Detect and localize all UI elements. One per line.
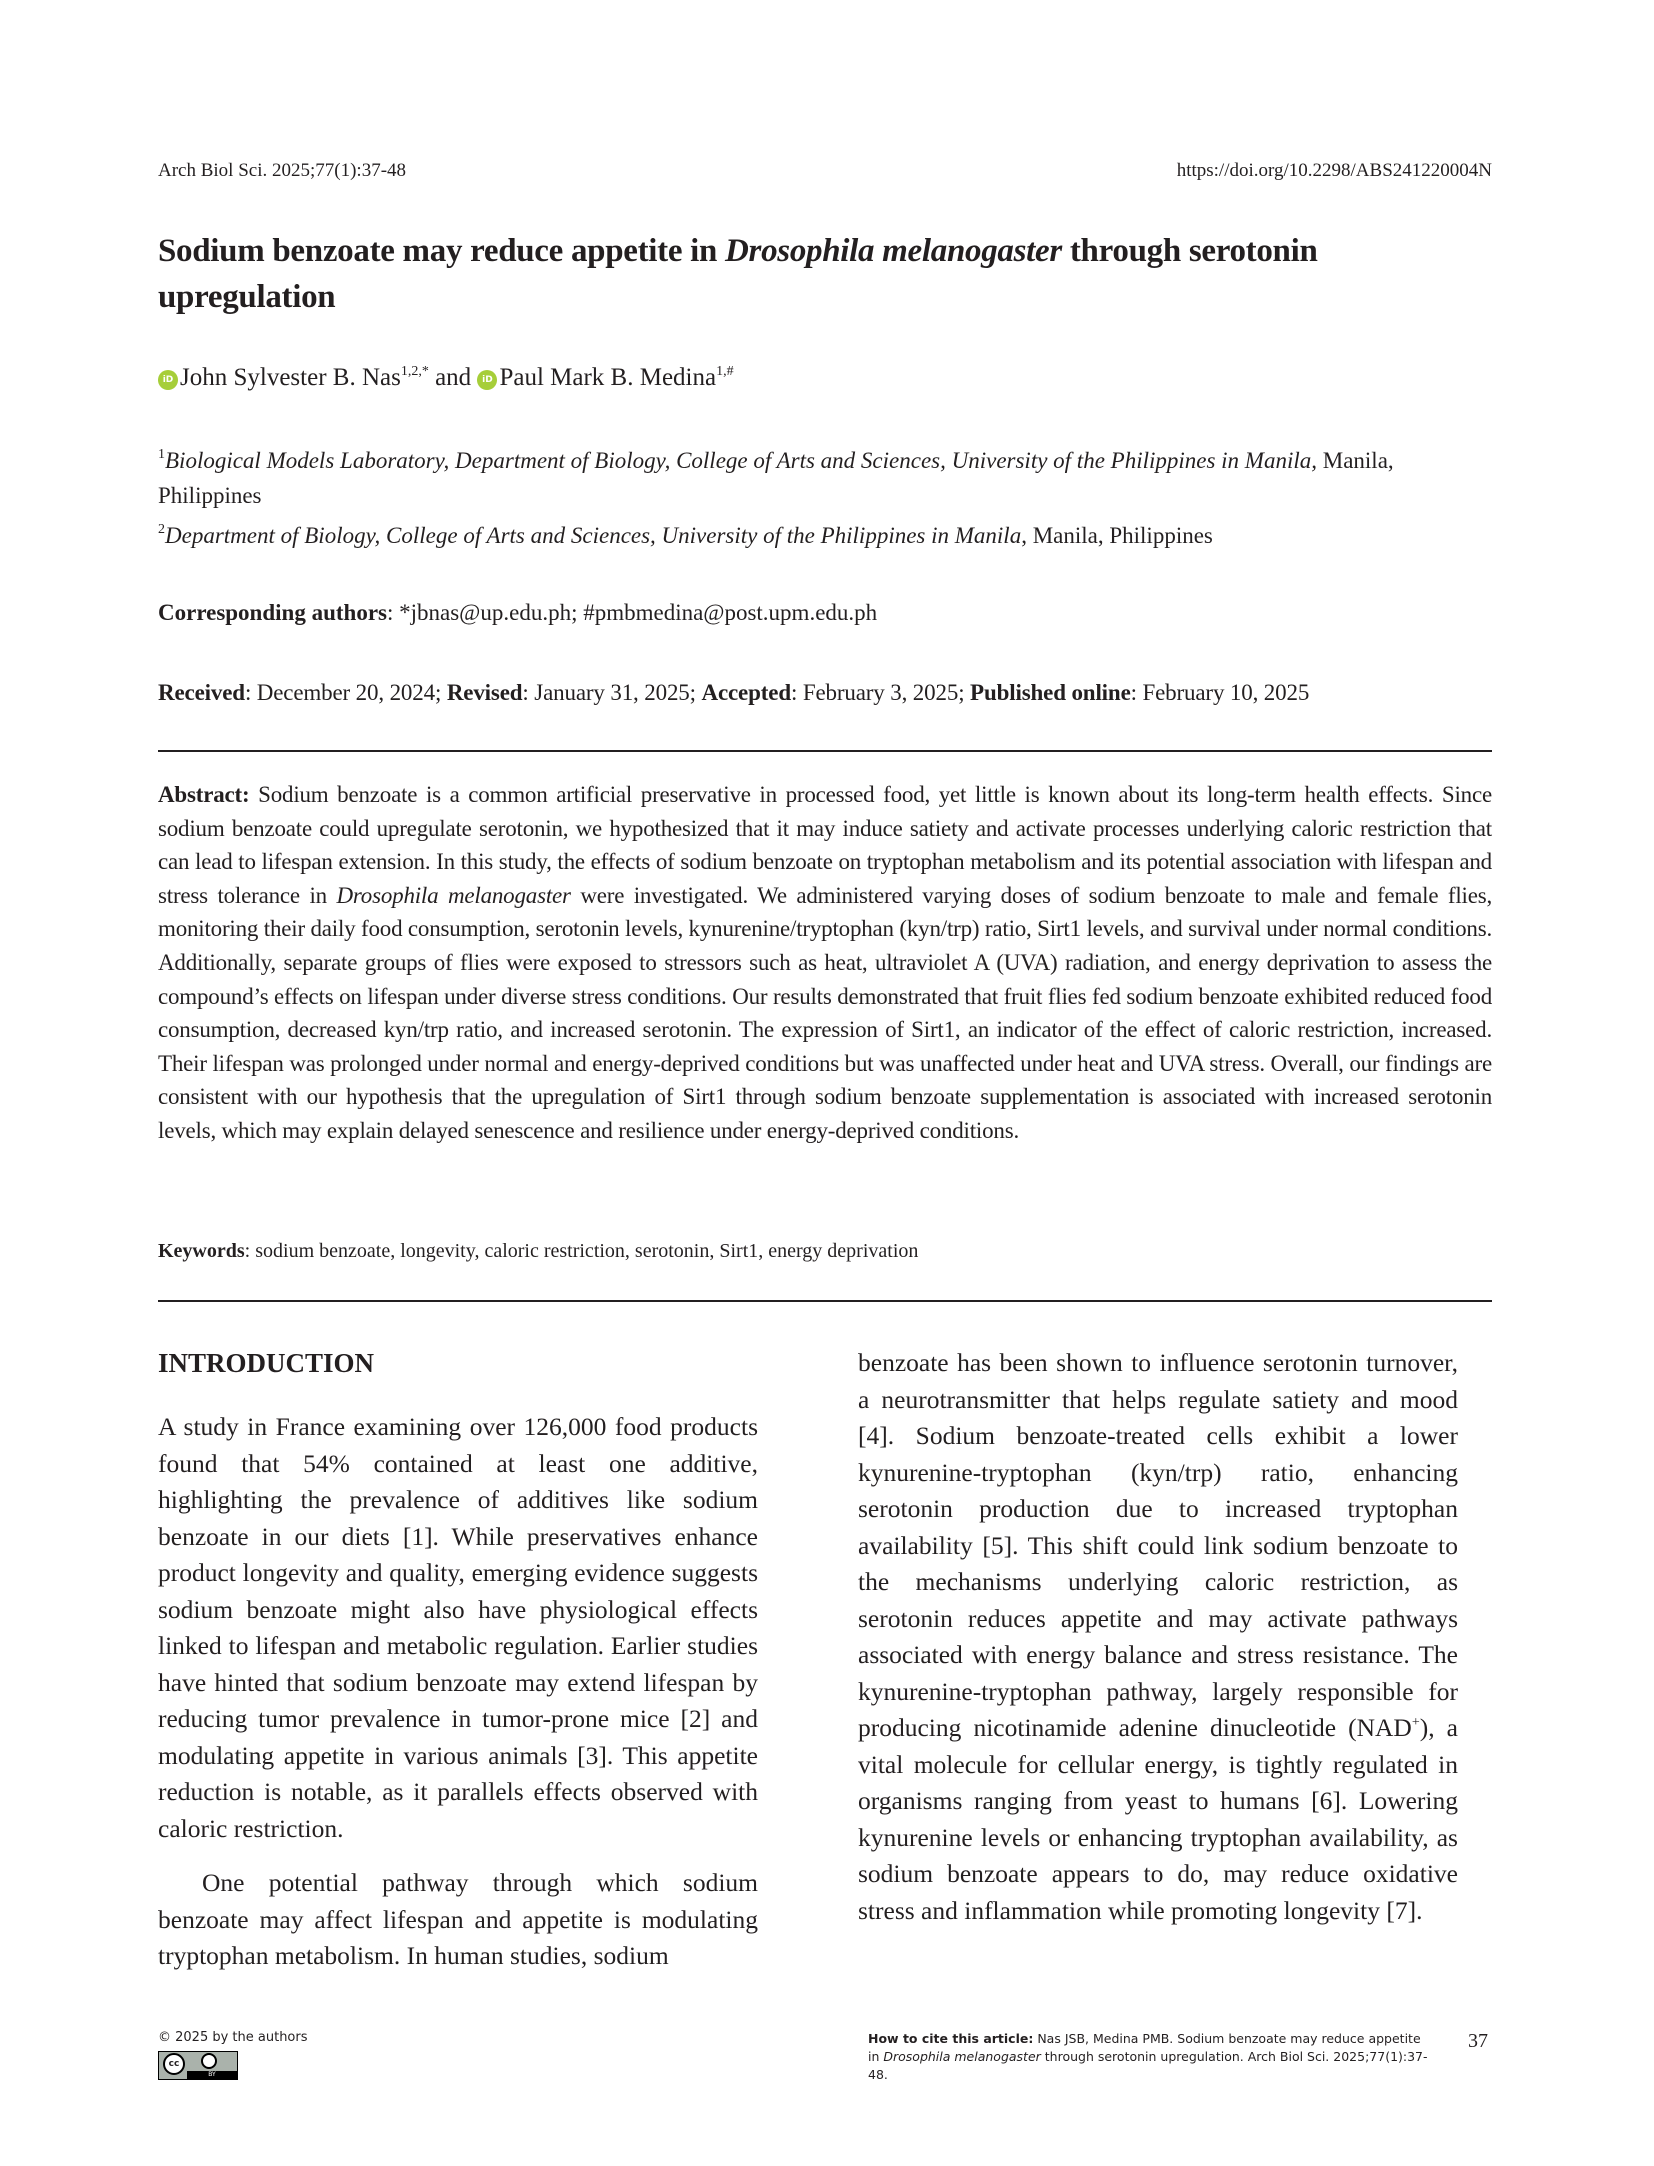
body-paragraph: benzoate has been shown to influence serotonin turnover, a neurotransmitter that helps regulate satiety and mood [4]. Sodium benzoate-treated cells exhibit a lower kynurenine-tryptophan (kyn/trp) ratio, enhancing serotonin production due to increased tryptophan availability [5]. This shift could link sodium benzoate to the mechanisms underlying caloric restriction, as serotonin reduces appetite and may activate pathways associated with energy balance and stress resistance. The kynurenine-tryptophan pathway, largely responsible for producing nicotinamide adenine dinucleotide (NAD+), a vital molecule for cellular energy, is tightly regulated in organisms ranging from yeast to humans [6]. Lowering kynurenine levels or enhancing tryptophan availability, as sodium benzoate appears to do, may reduce oxidative stress and inflammation while promoting longevity [7]. [858, 1348, 1458, 1925]
body-paragraph: A study in France examining over 126,000 food products found that 54% contained at least one additive, highlighting the prevalence of additives like sodium benzoate in our diets [1]. While preservatives enhance product longevity and quality, emerging evidence suggests sodium benzoate might also have physiological effects linked to lifespan and metabolic regulation. Earlier studies have hinted that sodium benzoate may extend lifespan by reducing tumor prevalence in tumor-prone mice [2] and modulating appetite in various animals [3]. This appetite reduction is notable, as it parallels effects observed with caloric restriction. [158, 1412, 758, 1843]
page-number: 37 [1468, 2030, 1488, 2052]
abstract: Abstract: Sodium benzoate is a common artificial preservative in processed food, yet little is known about its long-term health effects. Since sodium benzoate could upregulate serotonin, we hypothesized that it may induce satiety and activate processes underlying caloric restriction that can lead to lifespan extension. In this study, the effects of sodium benzoate on tryptophan metabolism and its potential association with lifespan and stress tolerance in Drosophila melanogaster were investigated. We administered varying doses of sodium benzoate to male and female flies, monitoring their daily food consumption, serotonin levels, kynurenine/tryptophan (kyn/trp) ratio, Sirt1 levels, and survival under normal conditions. Additionally, separate groups of flies were exposed to stressors such as heat, ultraviolet A (UVA) radiation, and energy deprivation to assess the compound’s effects on lifespan under diverse stress conditions. Our results demonstrated that fruit flies fed sodium benzoate exhibited reduced food consumption, decreased kyn/trp ratio, and increased serotonin. The expression of Sirt1, an indicator of the effect of caloric restriction, increased. Their lifespan was prolonged under normal and energy-deprived conditions but was unaffected under heat and UVA stress. Overall, our findings are consistent with our hypothesis that the upregulation of Sirt1 through sodium benzoate supplementation is associated with increased serotonin levels, which may explain delayed senescence and resilience under energy-deprived conditions. [158, 782, 1493, 1143]
title-species: Drosophila melanogaster [725, 233, 1062, 269]
running-head [158, 160, 1492, 182]
section-heading-introduction: INTRODUCTION [158, 1348, 375, 1378]
orcid-icon[interactable]: iD [477, 370, 497, 390]
copyright-notice: © 2025 by the authors [158, 2030, 308, 2045]
divider [158, 1300, 1492, 1302]
footer-license [158, 2030, 308, 2080]
license-by-label: BY [187, 2071, 237, 2079]
author-affiliation-marks: 1,# [716, 364, 734, 379]
creative-commons-icon: cc [163, 2053, 185, 2075]
doi-link[interactable]: https://doi.org/10.2298/ABS241220004N [1176, 160, 1492, 181]
keywords: Keywords: sodium benzoate, longevity, caloric restriction, serotonin, Sirt1, energy deprivation [158, 1240, 919, 1262]
body-paragraph: One potential pathway through which sodium benzoate may affect lifespan and appetite is modulating tryptophan metabolism. In human studies, sodium [158, 1868, 758, 1970]
corresponding-authors: Corresponding authors: *jbnas@up.edu.ph; #pmbmedina@post.upm.edu.ph [158, 600, 878, 625]
affiliation-2: $^2$Department of Biology, College of Arts and Sciences, University of the Philippines in Manila, Manila, Philippines [158, 522, 1213, 548]
author-affiliation-marks: 1,2,* [400, 364, 429, 379]
author-name: Paul Mark B. Medina [499, 364, 717, 391]
author-list: iD John Sylvester B. Nas$^{1,2,*}$ and iD Paul Mark B. Medina$^{1,\#}$ [158, 362, 734, 394]
body-column-left [158, 1345, 758, 1975]
divider [158, 750, 1492, 752]
author-name: John Sylvester B. Nas [180, 364, 401, 391]
how-to-cite: How to cite this article: Nas JSB, Medina PMB. Sodium benzoate may reduce appetite in Drosophila melanogaster through serotonin upregulation. Arch Biol Sci. 2025;77(1):37-48. [868, 2031, 1428, 2082]
cc-by-license-badge[interactable] [158, 2051, 238, 2080]
article-dates: Received: December 20, 2024; Revised: January 31, 2025; Accepted: February 3, 2025; Published online: February 10, 2025 [158, 680, 1310, 705]
body-column-right [858, 1345, 1458, 1929]
article-title: Sodium benzoate may reduce appetite in Drosophila melanogaster through serotonin upregulation [158, 233, 1318, 315]
journal-citation: Arch Biol Sci. 2025;77(1):37-48 [158, 160, 407, 181]
corresponding-emails[interactable]: : *jbnas@up.edu.ph; #pmbmedina@post.upm.edu.ph [386, 600, 878, 625]
abstract-label: Abstract: [158, 782, 250, 807]
affiliation-1: $^1$Biological Models Laboratory, Department of Biology, College of Arts and Sciences, University of the Philippines in Manila, Manila, Philippines [158, 447, 1394, 508]
orcid-icon[interactable]: iD [158, 370, 178, 390]
attribution-person-icon [201, 2053, 217, 2069]
